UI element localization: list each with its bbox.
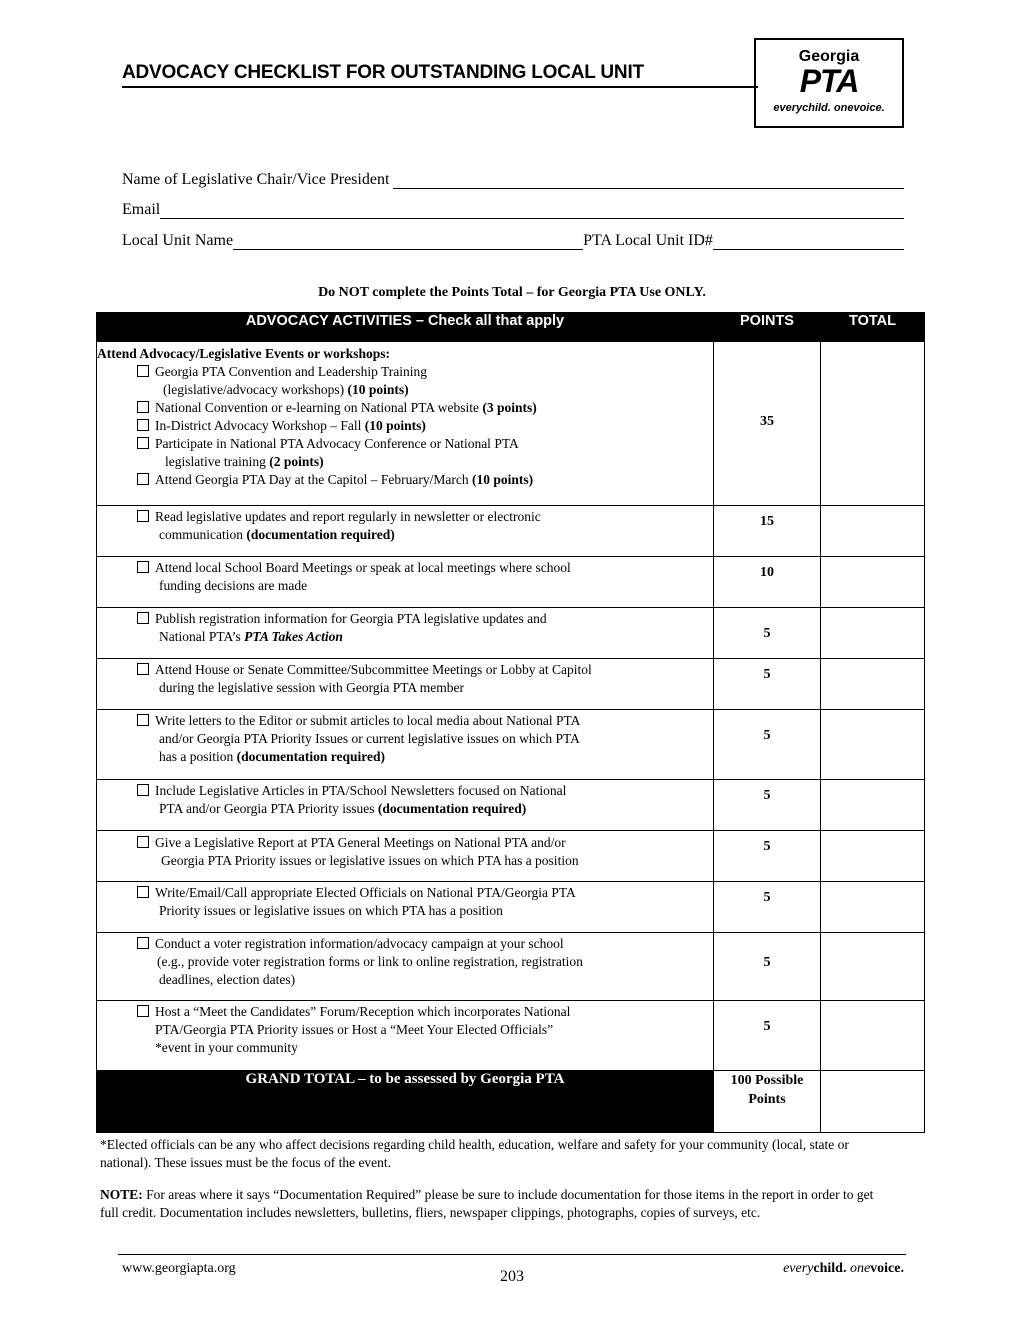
georgia-pta-logo	[754, 38, 904, 128]
list-item: National Convention or e-learning on National PTA website (3 points)	[97, 399, 713, 417]
checkbox[interactable]	[137, 663, 149, 675]
unit-id-label: PTA Local Unit ID#	[583, 232, 713, 249]
footer-divider	[118, 1254, 906, 1255]
logo-state: Georgia	[798, 48, 860, 65]
table-row	[97, 342, 925, 506]
header-points: POINTS	[714, 313, 821, 342]
points-cell: 15	[714, 506, 821, 557]
grand-possible-points: 100 Possible Points	[714, 1071, 821, 1133]
checkbox[interactable]	[137, 437, 149, 449]
checkbox[interactable]	[137, 401, 149, 413]
points-cell: 5	[714, 1001, 821, 1071]
list-item: Georgia PTA Convention and Leadership Training	[97, 363, 713, 381]
points-cell: 5	[714, 831, 821, 882]
checkbox[interactable]	[137, 784, 149, 796]
footnote: *Elected officials can be any who affect decisions regarding child health, education, welfare and safety for your community (local, state or national). These issues must be the focus of the event.	[100, 1137, 849, 1170]
checkbox[interactable]	[137, 510, 149, 522]
list-item-cont: legislative training (2 points)	[165, 454, 324, 469]
total-cell[interactable]	[821, 780, 925, 831]
list-item: Attend Georgia PTA Day at the Capitol – February/March (10 points)	[97, 471, 713, 489]
table-row: Give a Legislative Report at PTA General Meetings on National PTA and/or Georgia PTA Priority issues or legislative issues on which PTA has a position 5	[97, 831, 925, 882]
table-row: Attend House or Senate Committee/Subcommittee Meetings or Lobby at Capitol during the legislative session with Georgia PTA member 5	[97, 659, 925, 710]
unit-field[interactable]	[122, 232, 904, 250]
checkbox[interactable]	[137, 1005, 149, 1017]
page-title: ADVOCACY CHECKLIST FOR OUTSTANDING LOCAL UNIT	[122, 62, 758, 88]
page-number: 203	[500, 1268, 524, 1285]
footer-slogan: everychild. onevoice.	[783, 1261, 904, 1276]
points-cell: 5	[714, 710, 821, 780]
points-cell: 5	[714, 608, 821, 659]
points-cell: 5	[714, 933, 821, 1001]
list-item: In-District Advocacy Workshop – Fall (10 points)	[97, 417, 713, 435]
table-row: Host a “Meet the Candidates” Forum/Reception which incorporates National PTA/Georgia PTA Priority issues or Host a “Meet Your Elected Officials” *event in your community 5	[97, 1001, 925, 1071]
checkbox[interactable]	[137, 937, 149, 949]
grand-total-cell[interactable]	[821, 1071, 925, 1133]
logo-tagline: everychild. onevoice.	[773, 102, 885, 114]
total-cell[interactable]	[821, 608, 925, 659]
logo-pta: PTA	[799, 63, 859, 99]
footer-url: www.georgiapta.org	[122, 1261, 236, 1276]
grand-total-label: GRAND TOTAL – to be assessed by Georgia PTA	[97, 1071, 714, 1133]
chair-label: Name of Legislative Chair/Vice President	[122, 171, 390, 188]
table-row: Attend local School Board Meetings or speak at local meetings where school funding decisions are made 10	[97, 557, 925, 608]
total-cell[interactable]	[821, 557, 925, 608]
header-activities: ADVOCACY ACTIVITIES – Check all that apply	[97, 313, 714, 342]
note	[100, 1186, 890, 1222]
points-notice: Do NOT complete the Points Total – for Georgia PTA Use ONLY.	[318, 285, 706, 300]
points-cell: 10	[714, 557, 821, 608]
unit-id-line[interactable]	[713, 234, 904, 250]
checklist-table	[96, 312, 925, 1133]
chair-field[interactable]	[122, 171, 904, 189]
note-label: NOTE:	[100, 1187, 143, 1202]
checkbox[interactable]	[137, 612, 149, 624]
table-row: Publish registration information for Georgia PTA legislative updates and National PTA’s PTA Takes Action 5	[97, 608, 925, 659]
total-cell[interactable]	[821, 882, 925, 933]
grand-total-row	[97, 1071, 925, 1133]
checkbox[interactable]	[137, 473, 149, 485]
email-line[interactable]	[160, 203, 904, 219]
checkbox[interactable]	[137, 714, 149, 726]
table-row: Include Legislative Articles in PTA/School Newsletters focused on National PTA and/or Georgia PTA Priority issues (documentation required) 5	[97, 780, 925, 831]
list-item: Participate in National PTA Advocacy Conference or National PTA	[97, 435, 713, 453]
note-text: For areas where it says “Documentation Required” please be sure to include documentation for those items in the report in order to get full credit. Documentation includes newsletters, bulletins, fliers, newspaper clippings, photographs, copies of surveys, etc.	[100, 1187, 874, 1220]
email-label: Email	[122, 201, 161, 218]
total-cell[interactable]	[821, 659, 925, 710]
chair-line[interactable]	[393, 173, 904, 189]
points-cell: 35	[714, 342, 821, 506]
group-heading: Attend Advocacy/Legislative Events or workshops:	[97, 346, 391, 361]
header-total: TOTAL	[821, 313, 925, 342]
checkbox[interactable]	[137, 836, 149, 848]
table-row: Write/Email/Call appropriate Elected Officials on National PTA/Georgia PTA Priority issues or legislative issues on which PTA has a position 5	[97, 882, 925, 933]
total-cell[interactable]	[821, 342, 925, 506]
total-cell[interactable]	[821, 1001, 925, 1071]
total-cell[interactable]	[821, 933, 925, 1001]
table-row: Conduct a voter registration information/advocacy campaign at your school (e.g., provide voter registration forms or link to online registration, registration deadlines, election dates) 5	[97, 933, 925, 1001]
list-item-cont: (legislative/advocacy workshops) (10 points)	[163, 382, 409, 397]
unit-name-label: Local Unit Name	[122, 232, 234, 249]
checkbox[interactable]	[137, 561, 149, 573]
checkbox[interactable]	[137, 419, 149, 431]
checkbox[interactable]	[137, 886, 149, 898]
points-cell: 5	[714, 780, 821, 831]
points-cell: 5	[714, 659, 821, 710]
unit-name-line[interactable]	[233, 234, 583, 250]
checkbox[interactable]	[137, 365, 149, 377]
points-cell: 5	[714, 882, 821, 933]
total-cell[interactable]	[821, 831, 925, 882]
table-row: Read legislative updates and report regularly in newsletter or electronic communication (documentation required) 15	[97, 506, 925, 557]
activity-cell	[97, 342, 714, 506]
email-field[interactable]	[122, 201, 904, 219]
total-cell[interactable]	[821, 506, 925, 557]
table-row: Write letters to the Editor or submit articles to local media about National PTA and/or Georgia PTA Priority Issues or current legislative issues on which PTA has a position (documentation required) 5	[97, 710, 925, 780]
total-cell[interactable]	[821, 710, 925, 780]
